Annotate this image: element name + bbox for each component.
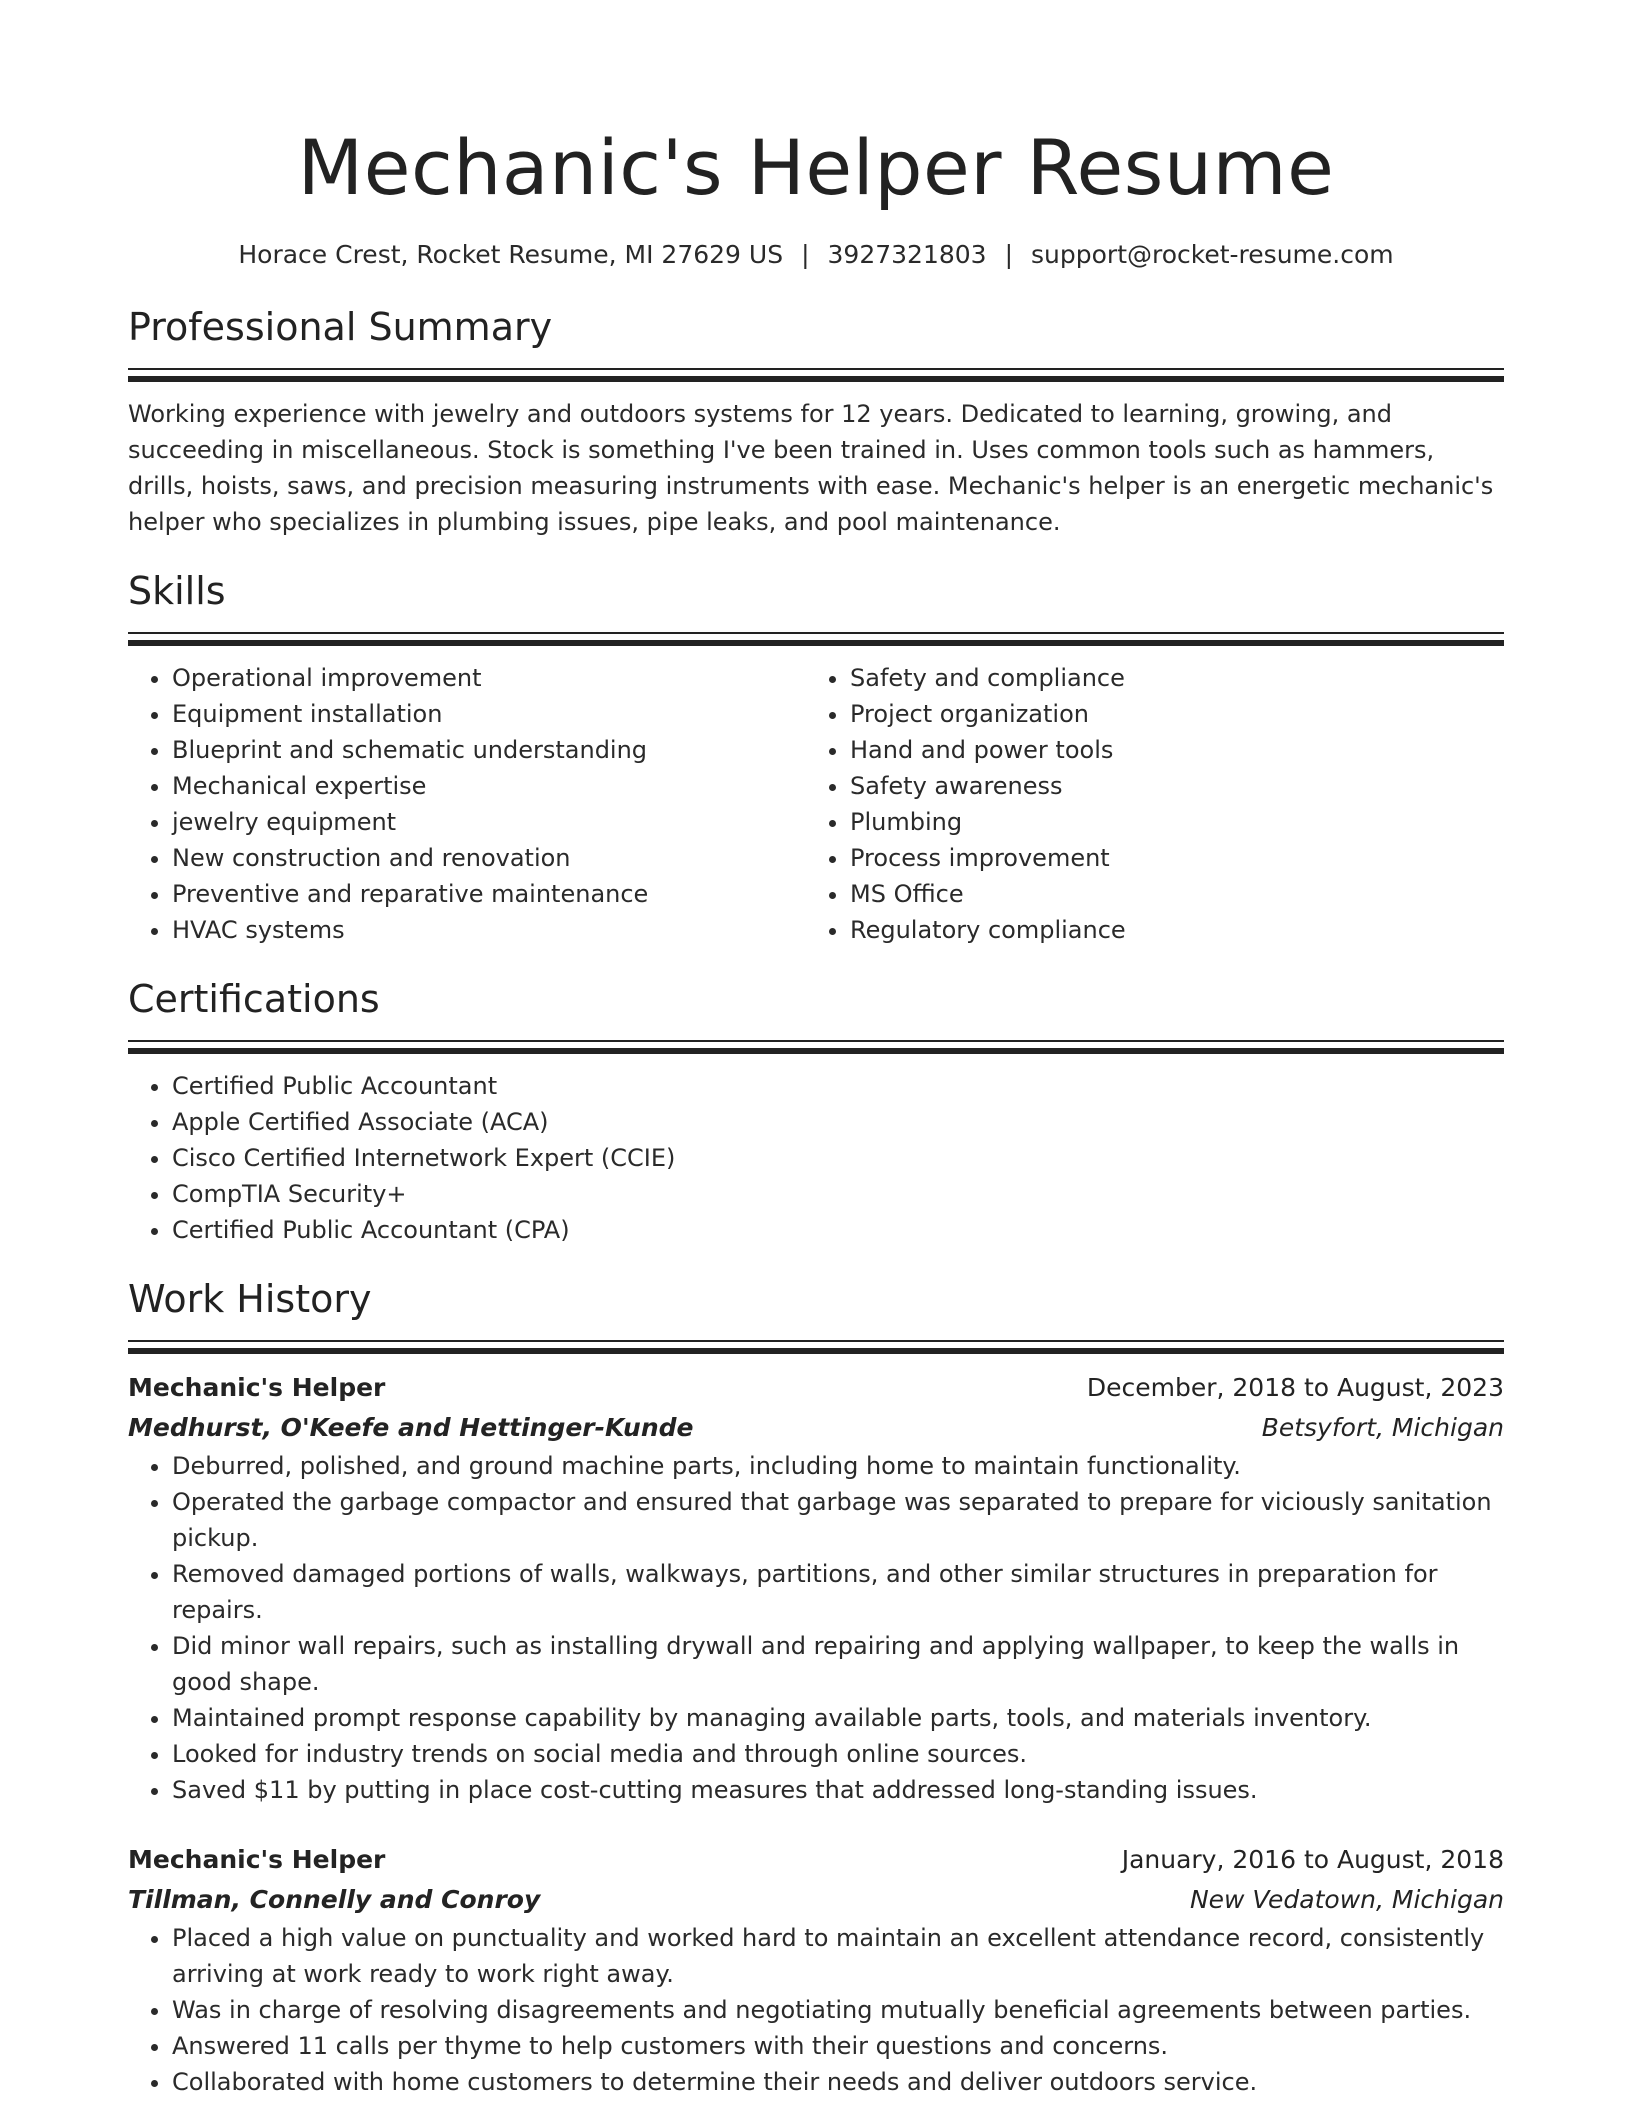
job-duty-item: • Deburred, polished, and ground machine parts, including home to maintain functionality. (172, 1448, 1504, 1484)
section-heading-skills: Skills (128, 569, 226, 613)
contact-phone: 3927321803 (827, 240, 987, 269)
skills-column-left (128, 660, 806, 948)
skill-item: • Plumbing (850, 804, 1484, 840)
job-subheader (128, 1880, 1504, 1920)
skill-item: • Project organization (850, 696, 1484, 732)
job-subheader (128, 1408, 1504, 1448)
skills-list-left (128, 660, 806, 948)
skill-item: • Safety awareness (850, 768, 1484, 804)
job-entry (128, 1840, 1504, 2100)
skill-item: • Safety and compliance (850, 660, 1484, 696)
certification-item: • Certified Public Accountant (172, 1068, 1504, 1104)
job-location: New Vedatown, Michigan (1189, 1885, 1504, 1914)
certification-item: • Cisco Certified Internetwork Expert (CCIE) (172, 1140, 1504, 1176)
skill-item: • Operational improvement (172, 660, 806, 696)
job-company: Tillman, Connelly and Conroy (128, 1885, 541, 1914)
certification-item: • CompTIA Security+ (172, 1176, 1504, 1212)
job-duties-list (128, 1448, 1504, 1808)
job-duty-item: • Answered 11 calls per thyme to help customers with their questions and concerns. (172, 2028, 1504, 2064)
job-header (128, 1368, 1504, 1408)
job-duty-item: • Did minor wall repairs, such as installing drywall and repairing and applying wallpaper, to keep the walls in good shape. (172, 1628, 1504, 1700)
job-title: Mechanic's Helper (128, 1373, 386, 1402)
skill-item: • MS Office (850, 876, 1484, 912)
job-duty-item: • Was in charge of resolving disagreements and negotiating mutually beneficial agreements between parties. (172, 1992, 1504, 2028)
skill-item: • Mechanical expertise (172, 768, 806, 804)
job-duty-item: • Saved $11 by putting in place cost-cutting measures that addressed long-standing issues. (172, 1772, 1504, 1808)
contact-email: support@rocket-resume.com (1031, 240, 1394, 269)
job-duty-item: • Operated the garbage compactor and ensured that garbage was separated to prepare for viciously sanitation pickup. (172, 1484, 1504, 1556)
job-company: Medhurst, O'Keefe and Hettinger-Kunde (128, 1413, 694, 1442)
job-location: Betsyfort, Michigan (1261, 1413, 1504, 1442)
contact-separator: | (1004, 240, 1014, 269)
section-divider (128, 1040, 1504, 1054)
job-duty-item: • Maintained prompt response capability by managing available parts, tools, and materials inventory. (172, 1700, 1504, 1736)
job-header (128, 1840, 1504, 1880)
contact-line (128, 238, 1504, 272)
job-duty-item: • Removed damaged portions of walls, walkways, partitions, and other similar structures in preparation for repairs. (172, 1556, 1504, 1628)
job-dates: January, 2016 to August, 2018 (1121, 1845, 1504, 1874)
section-heading-work-history: Work History (128, 1277, 372, 1321)
skill-item: • Regulatory compliance (850, 912, 1484, 948)
job-duty-item: • Looked for industry trends on social media and through online sources. (172, 1736, 1504, 1772)
skills-column-right (806, 660, 1484, 948)
skill-item: • Blueprint and schematic understanding (172, 732, 806, 768)
job-entry (128, 1368, 1504, 1808)
job-title: Mechanic's Helper (128, 1845, 386, 1874)
job-duty-item: • Placed a high value on punctuality and worked hard to maintain an excellent attendance record, consistently arriving at work ready to work right away. (172, 1920, 1504, 1992)
job-duties-list (128, 1920, 1504, 2100)
resume-title: Mechanic's Helper Resume (297, 123, 1335, 212)
certifications-list (128, 1068, 1504, 1248)
skill-item: • Equipment installation (172, 696, 806, 732)
section-divider (128, 1340, 1504, 1354)
skill-item: • Hand and power tools (850, 732, 1484, 768)
section-heading-certifications: Certifications (128, 977, 380, 1021)
summary-text: Working experience with jewelry and outdoors systems for 12 years. Dedicated to learning, growing, and succeeding in miscellaneous. Stock is something I've been trained in. Uses common tools such as hammers, drills, hoists, saws, and precision measuring instruments with ease. Mechanic's helper is an energetic mechanic's helper who specializes in plumbing issues, pipe leaks, and pool maintenance. (128, 400, 1494, 536)
section-divider (128, 632, 1504, 646)
skill-item: • New construction and renovation (172, 840, 806, 876)
certification-item: • Apple Certified Associate (ACA) (172, 1104, 1504, 1140)
contact-address: Horace Crest, Rocket Resume, MI 27629 US (238, 240, 784, 269)
section-divider (128, 368, 1504, 382)
skill-item: • jewelry equipment (172, 804, 806, 840)
skill-item: • HVAC systems (172, 912, 806, 948)
summary-section (128, 302, 1504, 540)
skill-item: • Preventive and reparative maintenance (172, 876, 806, 912)
work-history-section (128, 1274, 1504, 2100)
contact-separator: | (801, 240, 810, 269)
skills-section (128, 566, 1504, 948)
section-heading-summary: Professional Summary (128, 305, 553, 349)
skills-list-right (806, 660, 1484, 948)
job-duty-item: • Collaborated with home customers to determine their needs and deliver outdoors service. (172, 2064, 1504, 2100)
skill-item: • Process improvement (850, 840, 1484, 876)
certification-item: • Certified Public Accountant (CPA) (172, 1212, 1504, 1248)
skills-columns (128, 660, 1504, 948)
certifications-section (128, 974, 1504, 1248)
job-dates: December, 2018 to August, 2023 (1086, 1373, 1504, 1402)
